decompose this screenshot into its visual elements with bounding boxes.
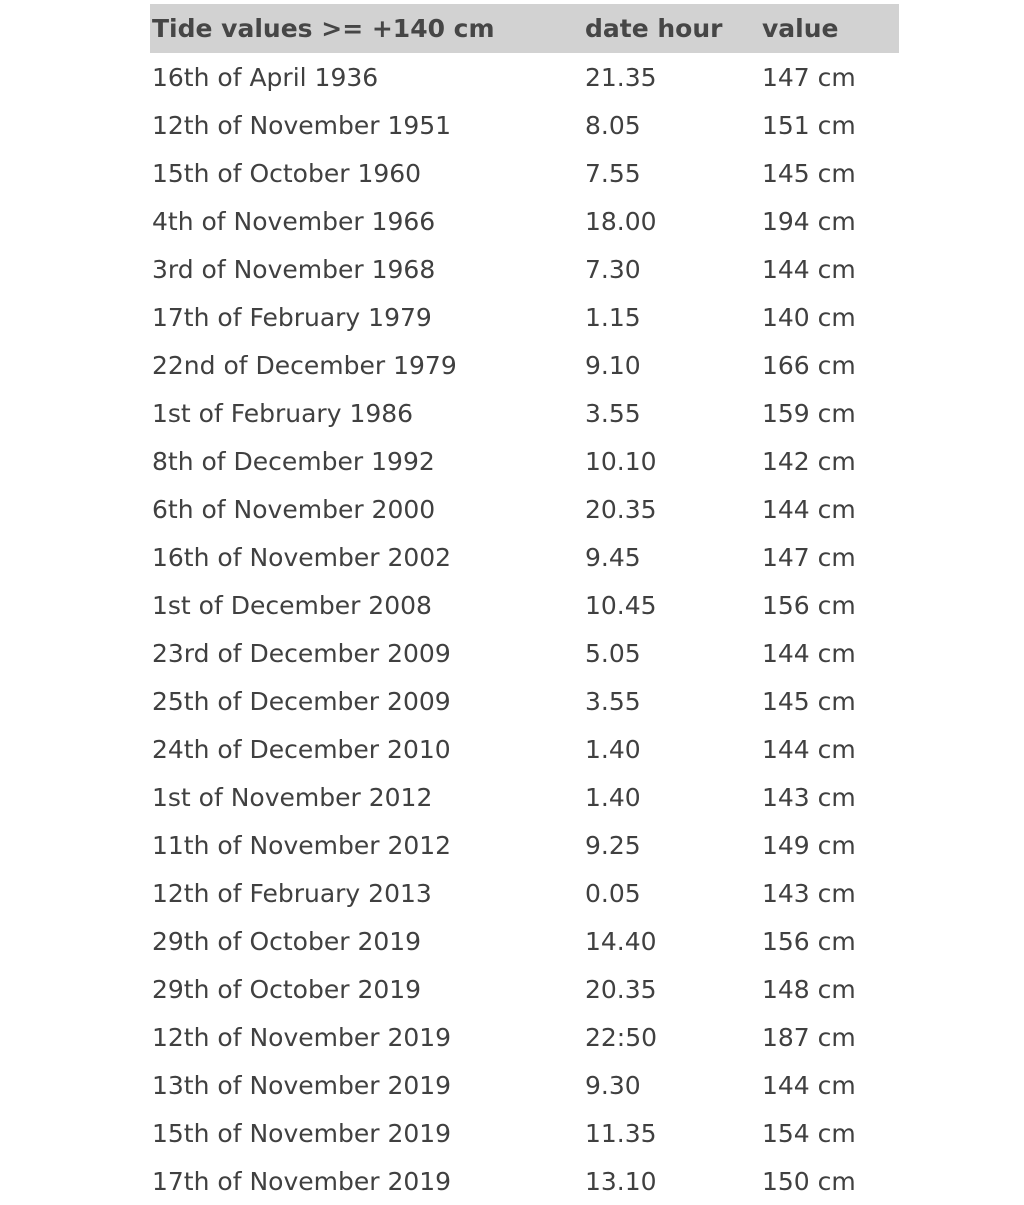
cell-date: 8th of December 1992: [152, 446, 435, 476]
cell-value: 166 cm: [762, 350, 856, 380]
cell-hour: 10.10: [585, 446, 657, 476]
cell-value: 159 cm: [762, 398, 856, 428]
cell-date: 22nd of December 1979: [152, 350, 457, 380]
cell-value: 142 cm: [762, 446, 856, 476]
table-row: [150, 101, 899, 149]
cell-value: 143 cm: [762, 878, 856, 908]
table-row: [150, 341, 899, 389]
header-tide-date: Tide values >= +140 cm: [152, 14, 495, 43]
cell-date: 3rd of November 1968: [152, 254, 436, 284]
cell-hour: 7.55: [585, 158, 641, 188]
cell-hour: 9.25: [585, 830, 641, 860]
table-row: [150, 677, 899, 725]
header-value: value: [762, 14, 839, 43]
cell-hour: 1.40: [585, 734, 641, 764]
table-row: [150, 965, 899, 1013]
cell-value: 145 cm: [762, 686, 856, 716]
cell-value: 150 cm: [762, 1166, 856, 1196]
cell-hour: 3.55: [585, 686, 641, 716]
cell-value: 144 cm: [762, 254, 856, 284]
cell-date: 16th of November 2002: [152, 542, 452, 572]
cell-hour: 8.05: [585, 110, 641, 140]
cell-hour: 21.35: [585, 62, 657, 92]
table-row: [150, 197, 899, 245]
cell-value: 144 cm: [762, 1070, 856, 1100]
cell-date: 15th of November 2019: [152, 1118, 452, 1148]
cell-hour: 18.00: [585, 206, 657, 236]
table-row: [150, 245, 899, 293]
cell-value: 187 cm: [762, 1022, 856, 1052]
cell-date: 12th of February 2013: [152, 878, 432, 908]
cell-date: 1st of December 2008: [152, 590, 432, 620]
table-row: [150, 485, 899, 533]
cell-date: 23rd of December 2009: [152, 638, 451, 668]
table-row: [150, 533, 899, 581]
table-row: [150, 149, 899, 197]
table-row: [150, 53, 899, 101]
cell-hour: 20.35: [585, 494, 657, 524]
table-row: [150, 581, 899, 629]
cell-date: 13th of November 2019: [152, 1070, 452, 1100]
table-row: [150, 1013, 899, 1061]
table-header: [150, 4, 899, 53]
table-row: [150, 293, 899, 341]
table-row: [150, 725, 899, 773]
table-row: [150, 917, 899, 965]
table-row: [150, 821, 899, 869]
cell-hour: 7.30: [585, 254, 641, 284]
table-row: [150, 1109, 899, 1157]
cell-date: 1st of February 1986: [152, 398, 414, 428]
cell-hour: 5.05: [585, 638, 641, 668]
cell-date: 17th of November 2019: [152, 1166, 452, 1196]
cell-date: 15th of October 1960: [152, 158, 422, 188]
cell-hour: 9.10: [585, 350, 641, 380]
table-row: [150, 629, 899, 677]
cell-value: 156 cm: [762, 926, 856, 956]
cell-date: 25th of December 2009: [152, 686, 451, 716]
cell-date: 6th of November 2000: [152, 494, 436, 524]
cell-hour: 9.45: [585, 542, 641, 572]
cell-value: 147 cm: [762, 62, 856, 92]
header-date-hour: date hour: [585, 14, 723, 43]
cell-date: 29th of October 2019: [152, 926, 422, 956]
cell-value: 148 cm: [762, 974, 856, 1004]
cell-hour: 20.35: [585, 974, 657, 1004]
cell-date: 11th of November 2012: [152, 830, 452, 860]
cell-date: 12th of November 1951: [152, 110, 452, 140]
cell-hour: 10.45: [585, 590, 657, 620]
cell-hour: 1.15: [585, 302, 641, 332]
cell-value: 145 cm: [762, 158, 856, 188]
cell-date: 17th of February 1979: [152, 302, 432, 332]
tide-values-table: [150, 4, 899, 1205]
table-row: [150, 437, 899, 485]
cell-value: 194 cm: [762, 206, 856, 236]
cell-value: 151 cm: [762, 110, 856, 140]
table-row: [150, 1061, 899, 1109]
cell-date: 12th of November 2019: [152, 1022, 452, 1052]
table-row: [150, 389, 899, 437]
cell-value: 143 cm: [762, 782, 856, 812]
cell-hour: 14.40: [585, 926, 657, 956]
cell-hour: 3.55: [585, 398, 641, 428]
cell-value: 154 cm: [762, 1118, 856, 1148]
cell-value: 149 cm: [762, 830, 856, 860]
cell-value: 156 cm: [762, 590, 856, 620]
table-row: [150, 773, 899, 821]
cell-value: 147 cm: [762, 542, 856, 572]
header-row: [150, 4, 899, 53]
cell-date: 29th of October 2019: [152, 974, 422, 1004]
cell-value: 144 cm: [762, 494, 856, 524]
cell-hour: 0.05: [585, 878, 641, 908]
cell-hour: 22:50: [585, 1022, 658, 1052]
cell-hour: 11.35: [585, 1118, 657, 1148]
cell-value: 140 cm: [762, 302, 856, 332]
cell-date: 16th of April 1936: [152, 62, 379, 92]
cell-value: 144 cm: [762, 734, 856, 764]
cell-hour: 9.30: [585, 1070, 641, 1100]
table-body: [150, 53, 899, 1205]
cell-hour: 1.40: [585, 782, 641, 812]
cell-date: 24th of December 2010: [152, 734, 451, 764]
cell-hour: 13.10: [585, 1166, 657, 1196]
cell-date: 4th of November 1966: [152, 206, 436, 236]
table-row: [150, 869, 899, 917]
cell-date: 1st of November 2012: [152, 782, 433, 812]
cell-value: 144 cm: [762, 638, 856, 668]
